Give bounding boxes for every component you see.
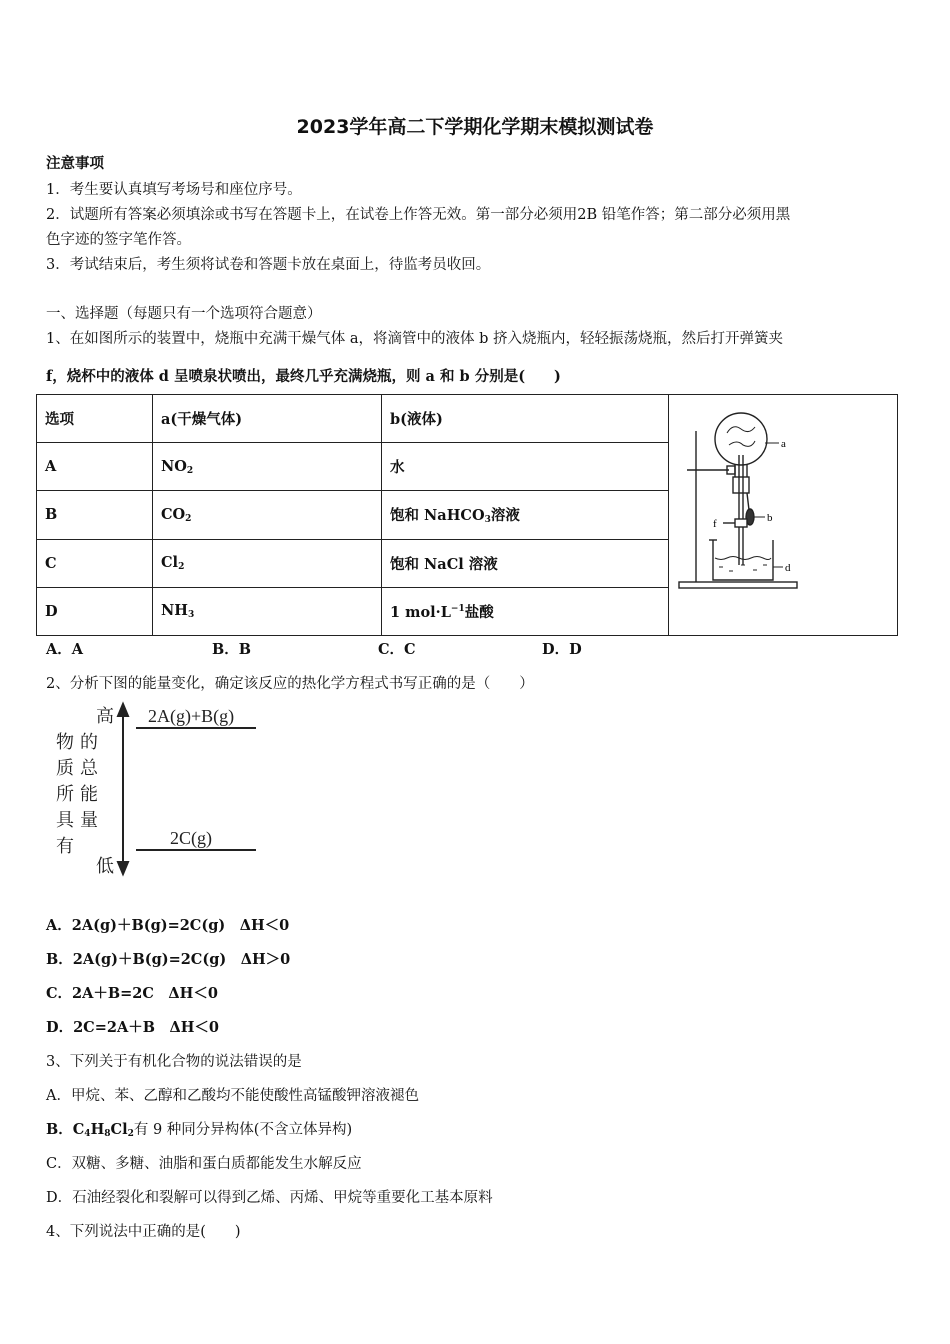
gas-cell: $NH_3$ [153,587,382,635]
ylabel-char: 总 [80,758,98,779]
notice-item: 色字迹的签字笔作答。 [46,232,191,248]
energy-high-label: 高 [96,706,114,727]
q3-stem: 3、下列关于有机化合物的说法错误的是 [46,1054,302,1070]
choice-b: B．B [212,641,252,658]
q3-option-b: B．$C_4H_8Cl_2$有 9 种同分异构体(不含立体异构) [46,1121,353,1139]
ylabel-char: 具 [56,810,74,831]
energy-low-label: 低 [96,856,114,877]
upper-level-label: 2A(g)+B(g) [148,706,235,726]
choice-d: D．D [542,641,582,658]
ylabel-char: 质 [56,758,74,779]
notice-heading: 注意事项 [46,155,104,172]
gas-cell: $CO_2$ [153,491,382,539]
q4-stem: 4、下列说法中正确的是( ) [46,1224,241,1240]
option-cell: B [37,491,153,539]
q2-option-b: B．2A(g)＋B(g)=2C(g) ΔH＞0 [46,951,291,968]
choice-c: C．C [378,641,416,658]
figure-label-b: b [767,512,773,524]
ylabel-char: 有 [56,836,74,857]
figure-label-a: a [781,438,786,450]
notice-item: 3．考试结束后，考生须将试卷和答题卡放在桌面上，待监考员收回。 [46,257,491,273]
section-heading: 一、选择题（每题只有一个选项符合题意） [46,306,322,322]
fountain-apparatus-diagram [669,395,897,631]
ylabel-char: 能 [80,784,98,805]
option-cell: A [37,443,153,491]
q3-option-a: A．甲烷、苯、乙醇和乙酸均不能使酸性高锰酸钾溶液褪色 [46,1088,419,1104]
gas-cell: $NO_2$ [153,443,382,491]
option-cell: D [37,587,153,635]
q1-options-table [36,394,898,636]
figure-label-f: f [713,518,717,530]
lower-level-label: 2C(g) [170,828,212,848]
fountain-apparatus-figure [669,395,898,636]
energy-diagram [50,700,280,880]
q1-stem-line1: 1、在如图所示的装置中，烧瓶中充满干燥气体 a，将滴管中的液体 b 挤入烧瓶内，轻轻振荡烧瓶，然后打开弹簧夹 [46,331,783,347]
q2-option-d: D．2C=2A＋B ΔH＜0 [46,1019,219,1036]
table-header-liquid: b(液体) [382,395,669,443]
q2-option-c: C．2A＋B=2C ΔH＜0 [46,985,218,1002]
page-title: 2023学年高二下学期化学期末模拟测试卷 [296,116,654,138]
notice-item: 2．试题所有答案必须填涂或书写在答题卡上，在试卷上作答无效。第一部分必须用2B 铅笔作答；第二部分必须用黑 [46,207,791,223]
option-cell: C [37,539,153,587]
table-header-gas: a(干燥气体) [153,395,382,443]
notice-item: 1．考生要认真填写考场号和座位序号。 [46,182,302,198]
q2-stem: 2、分析下图的能量变化，确定该反应的热化学方程式书写正确的是（ ） [46,676,534,692]
ylabel-char: 的 [80,732,98,753]
ylabel-char: 物 [56,732,74,753]
ylabel-char: 量 [80,810,98,831]
liquid-cell: 水 [382,443,669,491]
ylabel-char: 所 [56,784,74,805]
q3-option-c: C．双糖、多糖、油脂和蛋白质都能发生水解反应 [46,1156,362,1172]
liquid-cell: 饱和 NaHCO$_3$溶液 [382,491,669,539]
liquid-cell: 1 $mol\cdot L^{-1}$盐酸 [382,587,669,635]
q3-option-d: D．石油经裂化和裂解可以得到乙烯、丙烯、甲烷等重要化工基本原料 [46,1190,493,1206]
liquid-cell: 饱和 NaCl 溶液 [382,539,669,587]
choice-a: A．A [46,641,84,658]
figure-label-d: d [785,562,791,574]
q2-option-a: A．2A(g)＋B(g)=2C(g) ΔH＜0 [46,917,290,934]
gas-cell: $Cl_2$ [153,539,382,587]
q1-stem-line2: f，烧杯中的液体 d 呈喷泉状喷出，最终几乎充满烧瓶，则 a 和 b 分别是( ) [46,368,561,385]
table-header-option: 选项 [37,395,153,443]
